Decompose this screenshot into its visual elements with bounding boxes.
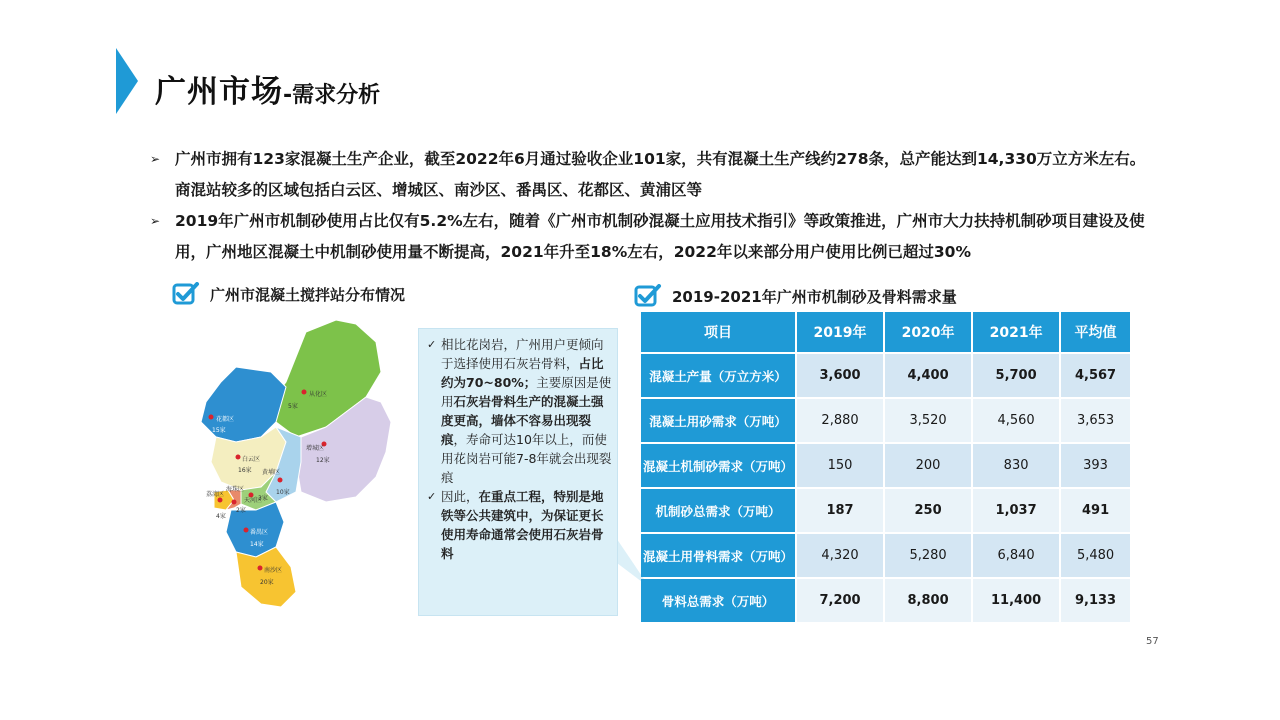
table-cell: 11,400 (973, 579, 1059, 622)
callout-box (418, 328, 618, 616)
column-header: 平均值 (1061, 312, 1130, 352)
map-label-panyu-count: 14家 (250, 541, 264, 548)
table-cell: 2,880 (797, 399, 883, 442)
table-cell: 1,037 (973, 489, 1059, 532)
map-label-nansha-name: 南沙区 (264, 567, 283, 574)
table-cell: 4,560 (973, 399, 1059, 442)
page-number: 57 (1146, 636, 1159, 647)
table-row (641, 444, 1130, 487)
table-cell: 4,320 (797, 534, 883, 577)
map-label-tianhe-name: 天河区 (244, 497, 263, 504)
table-cell: 393 (1061, 444, 1130, 487)
row-label: 混凝土用砂需求（万吨） (641, 399, 795, 442)
map-label-zengcheng-name: 增城区 (306, 445, 325, 452)
table-cell: 3,520 (885, 399, 971, 442)
callout-text: 相比花岗岩，广州用户更倾向于选择使用石灰岩骨料， (441, 337, 604, 371)
checkbox-icon (172, 282, 200, 306)
map-label-huangpu-name: 黄埔区 (262, 469, 281, 476)
callout-text: 主要原因是使用 (441, 375, 612, 409)
table-header-row (641, 312, 1130, 352)
bullet-list (150, 144, 1160, 268)
table-cell: 200 (885, 444, 971, 487)
page-title-main: 广州市场 (155, 74, 283, 110)
map-label-huadu-count: 15家 (212, 427, 226, 434)
bullet-item (150, 144, 1160, 206)
check-mark-icon: ✓ (427, 490, 437, 503)
table-cell: 6,840 (973, 534, 1059, 577)
table-cell: 250 (885, 489, 971, 532)
table-cell: 187 (797, 489, 883, 532)
table-row (641, 354, 1130, 397)
column-header: 2020年 (885, 312, 971, 352)
table-cell: 4,567 (1061, 354, 1130, 397)
checkbox-icon (634, 284, 662, 308)
row-label: 混凝土用骨料需求（万吨） (641, 534, 795, 577)
table-cell: 5,700 (973, 354, 1059, 397)
row-label: 混凝土产量（万立方米） (641, 354, 795, 397)
map-section-title: 广州市混凝土搅拌站分布情况 (210, 285, 406, 304)
demand-table (639, 310, 1132, 624)
title-accent-triangle (116, 48, 138, 114)
table-row (641, 399, 1130, 442)
column-header: 2019年 (797, 312, 883, 352)
map-label-nansha-count: 20家 (260, 579, 274, 586)
column-header: 2021年 (973, 312, 1059, 352)
row-label: 机制砂总需求（万吨） (641, 489, 795, 532)
callout-text-bold: 在重点工程，特别是地铁等公共建筑中，为保证更长使用寿命通常会使用石灰岩骨料 (441, 489, 604, 561)
callout-text: 因此， (441, 489, 479, 504)
map-label-huangpu-count: 10家 (276, 489, 290, 496)
map-label-panyu-name: 番禺区 (250, 529, 269, 536)
map-region-nansha (236, 547, 296, 607)
table-cell: 4,400 (885, 354, 971, 397)
table-section-title: 2019-2021年广州市机制砂及骨料需求量 (672, 287, 957, 306)
page-title-sub: -需求分析 (283, 83, 381, 108)
map-label-liwan-name: 荔湾区 (206, 491, 225, 498)
map-label-baiyun-name: 白云区 (242, 456, 261, 463)
table-cell: 830 (973, 444, 1059, 487)
table-cell: 5,480 (1061, 534, 1130, 577)
table-cell: 8,800 (885, 579, 971, 622)
bullet-arrow-icon: ➢ (150, 152, 161, 166)
row-label: 混凝土机制砂需求（万吨） (641, 444, 795, 487)
table-cell: 7,200 (797, 579, 883, 622)
check-mark-icon: ✓ (427, 338, 437, 351)
table-cell: 3,653 (1061, 399, 1130, 442)
guangzhou-district-map (176, 312, 416, 612)
map-label-conghua-count: 5家 (288, 403, 298, 410)
callout-text: ，寿命可达10年以上，而使用花岗岩可能7-8年就会出现裂痕 (441, 432, 612, 485)
table-row (641, 579, 1130, 622)
table-row (641, 534, 1130, 577)
map-label-baiyun-count: 16家 (238, 467, 252, 474)
bullet-text: 2019年广州市机制砂使用占比仅有5.2%左右，随着《广州市机制砂混凝土应用技术指引》等政策推进，广州市大力扶持机制砂项目建设及使用，广州地区混凝土中机制砂使用量不断提高，2021年升至18%左右，2022年以来部分用户使用比例已超过30% (175, 212, 1145, 261)
table-cell: 5,280 (885, 534, 971, 577)
table-cell: 9,133 (1061, 579, 1130, 622)
table-cell: 491 (1061, 489, 1130, 532)
callout-text-bold: 石灰岩骨料生产的混凝土强度更高，墙体不容易出现裂痕 (441, 394, 604, 447)
table-row (641, 489, 1130, 532)
table-cell: 150 (797, 444, 883, 487)
callout-paragraph (427, 487, 613, 563)
callout-text-bold: 占比约为70~80%； (441, 356, 604, 390)
map-label-conghua-name: 从化区 (309, 391, 328, 398)
row-label: 骨料总需求（万吨） (641, 579, 795, 622)
map-section-heading (172, 282, 405, 306)
bullet-arrow-icon: ➢ (150, 214, 161, 228)
callout-paragraph (427, 335, 613, 487)
map-label-haizhu-name: 海珠区 (226, 486, 245, 493)
bullet-item (150, 206, 1160, 268)
map-label-huadu-name: 花都区 (216, 416, 235, 423)
map-label-liwan-count: 4家 (216, 513, 226, 520)
map-label-zengcheng-count: 12家 (316, 457, 330, 464)
table-section-heading (634, 284, 957, 308)
map-label-tianhe-count: 3家 (258, 495, 268, 502)
column-header: 项目 (641, 312, 795, 352)
bullet-text: 广州市拥有123家混凝土生产企业，截至2022年6月通过验收企业101家，共有混凝土生产线约278条，总产能达到14,330万立方米左右。商混站较多的区域包括白云区、增城区、南沙区、番禺区、花都区、黄浦区等 (175, 150, 1146, 199)
page-title (155, 66, 380, 111)
table-cell: 3,600 (797, 354, 883, 397)
map-label-haizhu-count: 2家 (236, 507, 246, 514)
